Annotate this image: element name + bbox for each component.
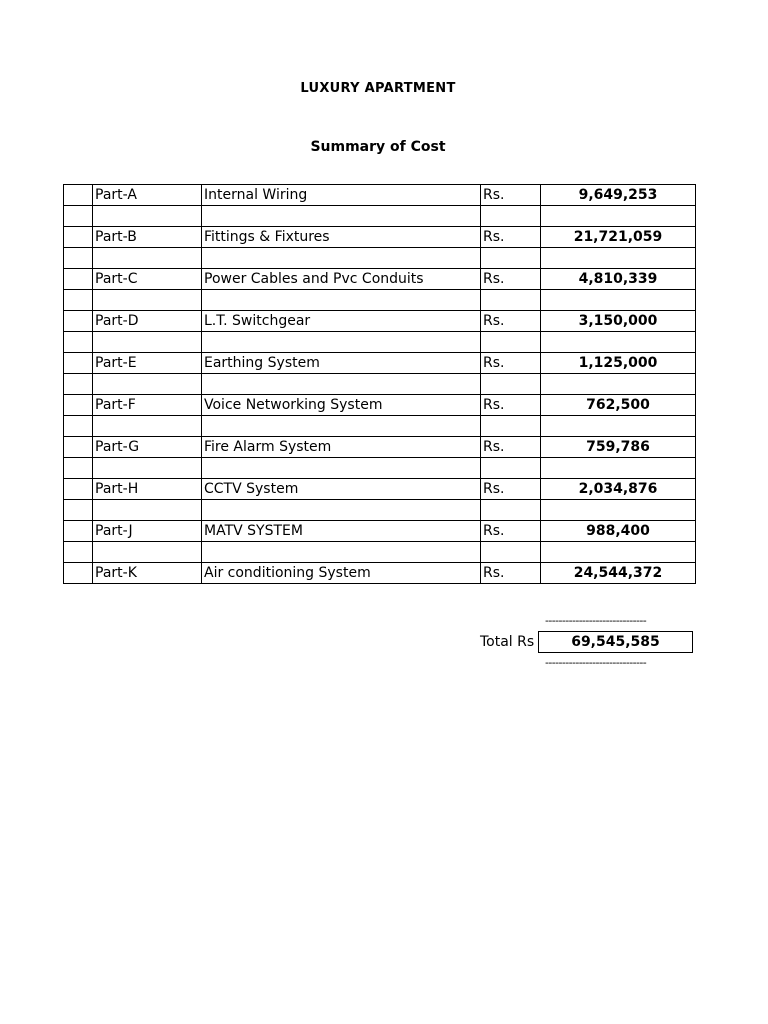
amount-cell: 988,400 — [541, 521, 696, 542]
description-cell: Internal Wiring — [202, 185, 481, 206]
table-row — [64, 479, 696, 500]
empty-cell — [64, 416, 93, 437]
currency-cell: Rs. — [481, 395, 541, 416]
description-cell: CCTV System — [202, 479, 481, 500]
empty-cell — [64, 332, 93, 353]
amount-cell: 2,034,876 — [541, 479, 696, 500]
empty-cell — [202, 374, 481, 395]
part-cell: Part-E — [93, 353, 202, 374]
table-row — [64, 395, 696, 416]
empty-cell — [93, 416, 202, 437]
table-row — [64, 227, 696, 248]
empty-cell — [481, 374, 541, 395]
spacer-row — [64, 458, 696, 479]
spacer-row — [64, 542, 696, 563]
empty-cell — [202, 416, 481, 437]
empty-cell — [541, 458, 696, 479]
empty-cell — [481, 332, 541, 353]
part-cell: Part-D — [93, 311, 202, 332]
document-title: LUXURY APARTMENT — [300, 81, 456, 96]
empty-cell — [541, 290, 696, 311]
currency-cell: Rs. — [481, 311, 541, 332]
currency-cell: Rs. — [481, 479, 541, 500]
amount-cell: 21,721,059 — [541, 227, 696, 248]
row-index-cell — [64, 437, 93, 458]
empty-cell — [93, 332, 202, 353]
empty-cell — [64, 458, 93, 479]
currency-cell: Rs. — [481, 185, 541, 206]
empty-cell — [481, 416, 541, 437]
description-cell: Earthing System — [202, 353, 481, 374]
amount-cell: 3,150,000 — [541, 311, 696, 332]
row-index-cell — [64, 353, 93, 374]
empty-cell — [541, 542, 696, 563]
description-cell: Fittings & Fixtures — [202, 227, 481, 248]
empty-cell — [541, 416, 696, 437]
row-index-cell — [64, 185, 93, 206]
part-cell: Part-G — [93, 437, 202, 458]
table-row — [64, 185, 696, 206]
amount-cell: 759,786 — [541, 437, 696, 458]
empty-cell — [93, 206, 202, 227]
currency-cell: Rs. — [481, 269, 541, 290]
currency-cell: Rs. — [481, 227, 541, 248]
spacer-row — [64, 416, 696, 437]
currency-cell: Rs. — [481, 437, 541, 458]
empty-cell — [541, 500, 696, 521]
amount-cell: 1,125,000 — [541, 353, 696, 374]
part-cell: Part-F — [93, 395, 202, 416]
empty-cell — [202, 500, 481, 521]
empty-cell — [202, 290, 481, 311]
part-cell: Part-C — [93, 269, 202, 290]
empty-cell — [93, 500, 202, 521]
empty-cell — [93, 290, 202, 311]
empty-cell — [481, 248, 541, 269]
table-row — [64, 437, 696, 458]
row-index-cell — [64, 311, 93, 332]
part-cell: Part-A — [93, 185, 202, 206]
description-cell: MATV SYSTEM — [202, 521, 481, 542]
empty-cell — [481, 290, 541, 311]
empty-cell — [64, 542, 93, 563]
spacer-row — [64, 206, 696, 227]
empty-cell — [202, 248, 481, 269]
row-index-cell — [64, 227, 93, 248]
amount-cell: 762,500 — [541, 395, 696, 416]
document-subtitle: Summary of Cost — [310, 139, 446, 155]
table-row — [64, 311, 696, 332]
total-amount: 69,545,585 — [538, 631, 693, 653]
row-index-cell — [64, 395, 93, 416]
empty-cell — [541, 374, 696, 395]
spacer-row — [64, 374, 696, 395]
empty-cell — [64, 206, 93, 227]
row-index-cell — [64, 269, 93, 290]
empty-cell — [93, 248, 202, 269]
spacer-row — [64, 332, 696, 353]
empty-cell — [541, 332, 696, 353]
part-cell: Part-H — [93, 479, 202, 500]
empty-cell — [541, 248, 696, 269]
empty-cell — [64, 248, 93, 269]
cost-summary-table — [63, 184, 696, 584]
description-cell: L.T. Switchgear — [202, 311, 481, 332]
description-cell: Fire Alarm System — [202, 437, 481, 458]
table-row — [64, 563, 696, 584]
empty-cell — [93, 542, 202, 563]
total-rule-bottom: ------------------------------ — [545, 657, 647, 669]
currency-cell: Rs. — [481, 353, 541, 374]
empty-cell — [202, 542, 481, 563]
row-index-cell — [64, 563, 93, 584]
empty-cell — [202, 458, 481, 479]
empty-cell — [93, 374, 202, 395]
part-cell: Part-K — [93, 563, 202, 584]
row-index-cell — [64, 521, 93, 542]
currency-cell: Rs. — [481, 563, 541, 584]
empty-cell — [93, 458, 202, 479]
description-cell: Voice Networking System — [202, 395, 481, 416]
table-row — [64, 521, 696, 542]
amount-cell: 9,649,253 — [541, 185, 696, 206]
empty-cell — [481, 206, 541, 227]
empty-cell — [202, 206, 481, 227]
row-index-cell — [64, 479, 93, 500]
empty-cell — [202, 332, 481, 353]
empty-cell — [541, 206, 696, 227]
description-cell: Air conditioning System — [202, 563, 481, 584]
total-rule-top: ------------------------------ — [545, 615, 647, 627]
currency-cell: Rs. — [481, 521, 541, 542]
total-label: Total Rs — [480, 634, 535, 650]
empty-cell — [64, 290, 93, 311]
empty-cell — [64, 374, 93, 395]
part-cell: Part-J — [93, 521, 202, 542]
description-cell: Power Cables and Pvc Conduits — [202, 269, 481, 290]
table-row — [64, 353, 696, 374]
amount-cell: 24,544,372 — [541, 563, 696, 584]
spacer-row — [64, 248, 696, 269]
empty-cell — [64, 500, 93, 521]
spacer-row — [64, 500, 696, 521]
empty-cell — [481, 500, 541, 521]
table-row — [64, 269, 696, 290]
empty-cell — [481, 542, 541, 563]
amount-cell: 4,810,339 — [541, 269, 696, 290]
spacer-row — [64, 290, 696, 311]
part-cell: Part-B — [93, 227, 202, 248]
empty-cell — [481, 458, 541, 479]
